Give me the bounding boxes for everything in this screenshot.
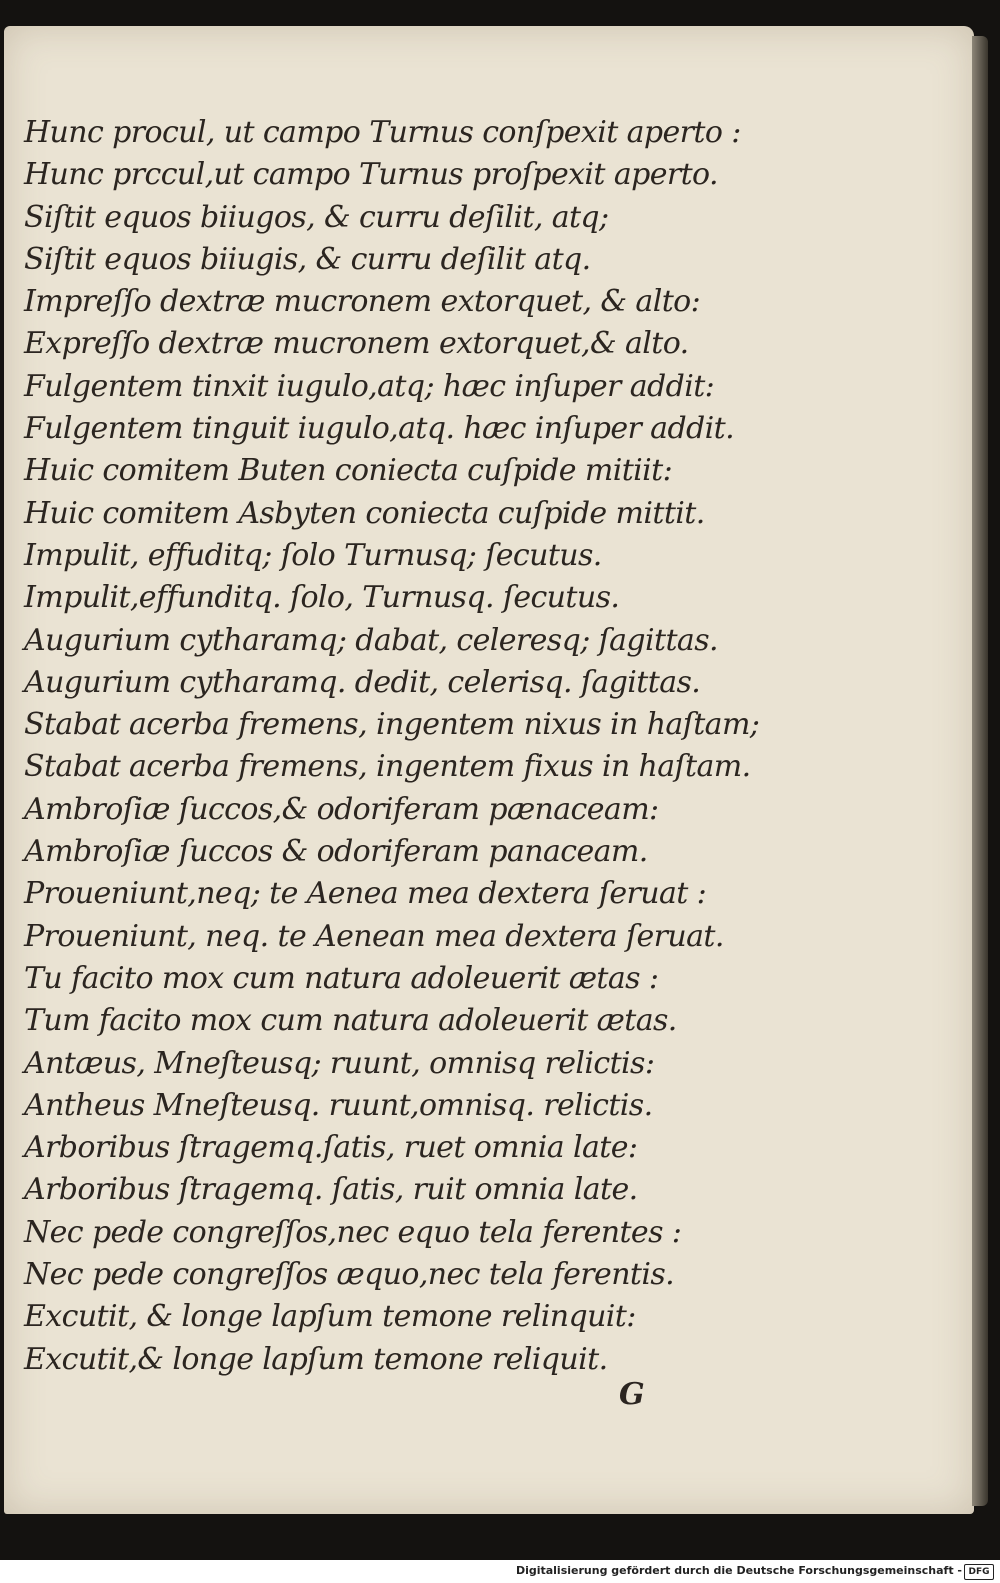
verse-line: Arboribus ſtragemq.ſatis, ruet omnia late: [24, 1130, 638, 1166]
verse-line: Impulit, effuditq; ſolo Turnusq; ſecutus. [24, 537, 602, 573]
verse-line: Proueniunt, neq. te Aenean mea dextera ſeruat. [24, 918, 724, 954]
verse-line: Augurium cytharamq. dedit, celerisq. ſagittas. [24, 664, 701, 700]
verse-line: Antheus Mneſteusq. ruunt,omnisq. relictis. [24, 1087, 653, 1123]
funding-credit: Digitalisierung gefördert durch die Deutsche Forschungsgemeinschaft - [515, 1564, 962, 1577]
dfg-logo-icon: DFG [964, 1564, 994, 1580]
verse-line: Siſtit equos biiugos, & curru deſilit, atq; [24, 199, 609, 235]
verse-line: Fulgentem tinguit iugulo,atq. hæc inſuper addit. [24, 411, 735, 447]
verse-line: Tu facito mox cum natura adoleuerit ætas : [24, 960, 659, 996]
verse-line: Ambroſiæ ſuccos & odoriferam panaceam. [24, 834, 648, 870]
verse-line: Augurium cytharamq; dabat, celeresq; ſagittas. [24, 622, 718, 658]
verse-line: Siſtit equos biiugis, & curru deſilit atq. [24, 241, 591, 277]
verse-line: Huic comitem Asbyten coniecta cuſpide mittit. [24, 495, 705, 531]
page-edge [972, 36, 988, 1506]
verse-lines [24, 112, 784, 1381]
verse-line: Antæus, Mneſteusq; ruunt, omnisq relictis: [24, 1045, 655, 1081]
verse-line: Excutit, & longe lapſum temone relinquit: [24, 1299, 636, 1335]
verse-line: Impreſſo dextræ mucronem extorquet, & alto: [24, 284, 701, 320]
verse-line: Arboribus ſtragemq. ſatis, ruit omnia late. [24, 1172, 638, 1208]
verse-line: Stabat acerba fremens, ingentem fixus in haſtam. [24, 749, 751, 785]
book-page [4, 26, 974, 1514]
verse-line: Proueniunt,neq; te Aenea mea dextera ſeruat : [24, 876, 707, 912]
verse-line: Excutit,& longe lapſum temone reliquit. [24, 1341, 608, 1377]
verse-line: Stabat acerba fremens, ingentem nixus in haſtam; [24, 707, 760, 743]
verse-line: Nec pede congreſſos æquo,nec tela ferentis. [24, 1257, 675, 1293]
verse-line: Huic comitem Buten coniecta cuſpide mitiit: [24, 453, 673, 489]
verse-line: Expreſſo dextræ mucronem extorquet,& alto. [24, 326, 689, 362]
footer-bar [0, 1560, 1000, 1583]
verse-line: Fulgentem tinxit iugulo,atq; hæc inſuper addit: [24, 368, 715, 404]
verse-line: Nec pede congreſſos,nec equo tela ferentes : [24, 1214, 682, 1250]
verse-line: Tum facito mox cum natura adoleuerit ætas. [24, 1003, 677, 1039]
verse-line: Ambroſiæ ſuccos,& odoriferam pænaceam: [24, 791, 659, 827]
verse-line: Impulit,effunditq. ſolo, Turnusq. ſecutus. [24, 580, 620, 616]
signature-mark: G [619, 1377, 645, 1412]
verse-line: Hunc procul, ut campo Turnus conſpexit aperto : [24, 115, 741, 150]
verse-line: Hunc prccul,ut campo Turnus proſpexit aperto. [24, 157, 718, 193]
